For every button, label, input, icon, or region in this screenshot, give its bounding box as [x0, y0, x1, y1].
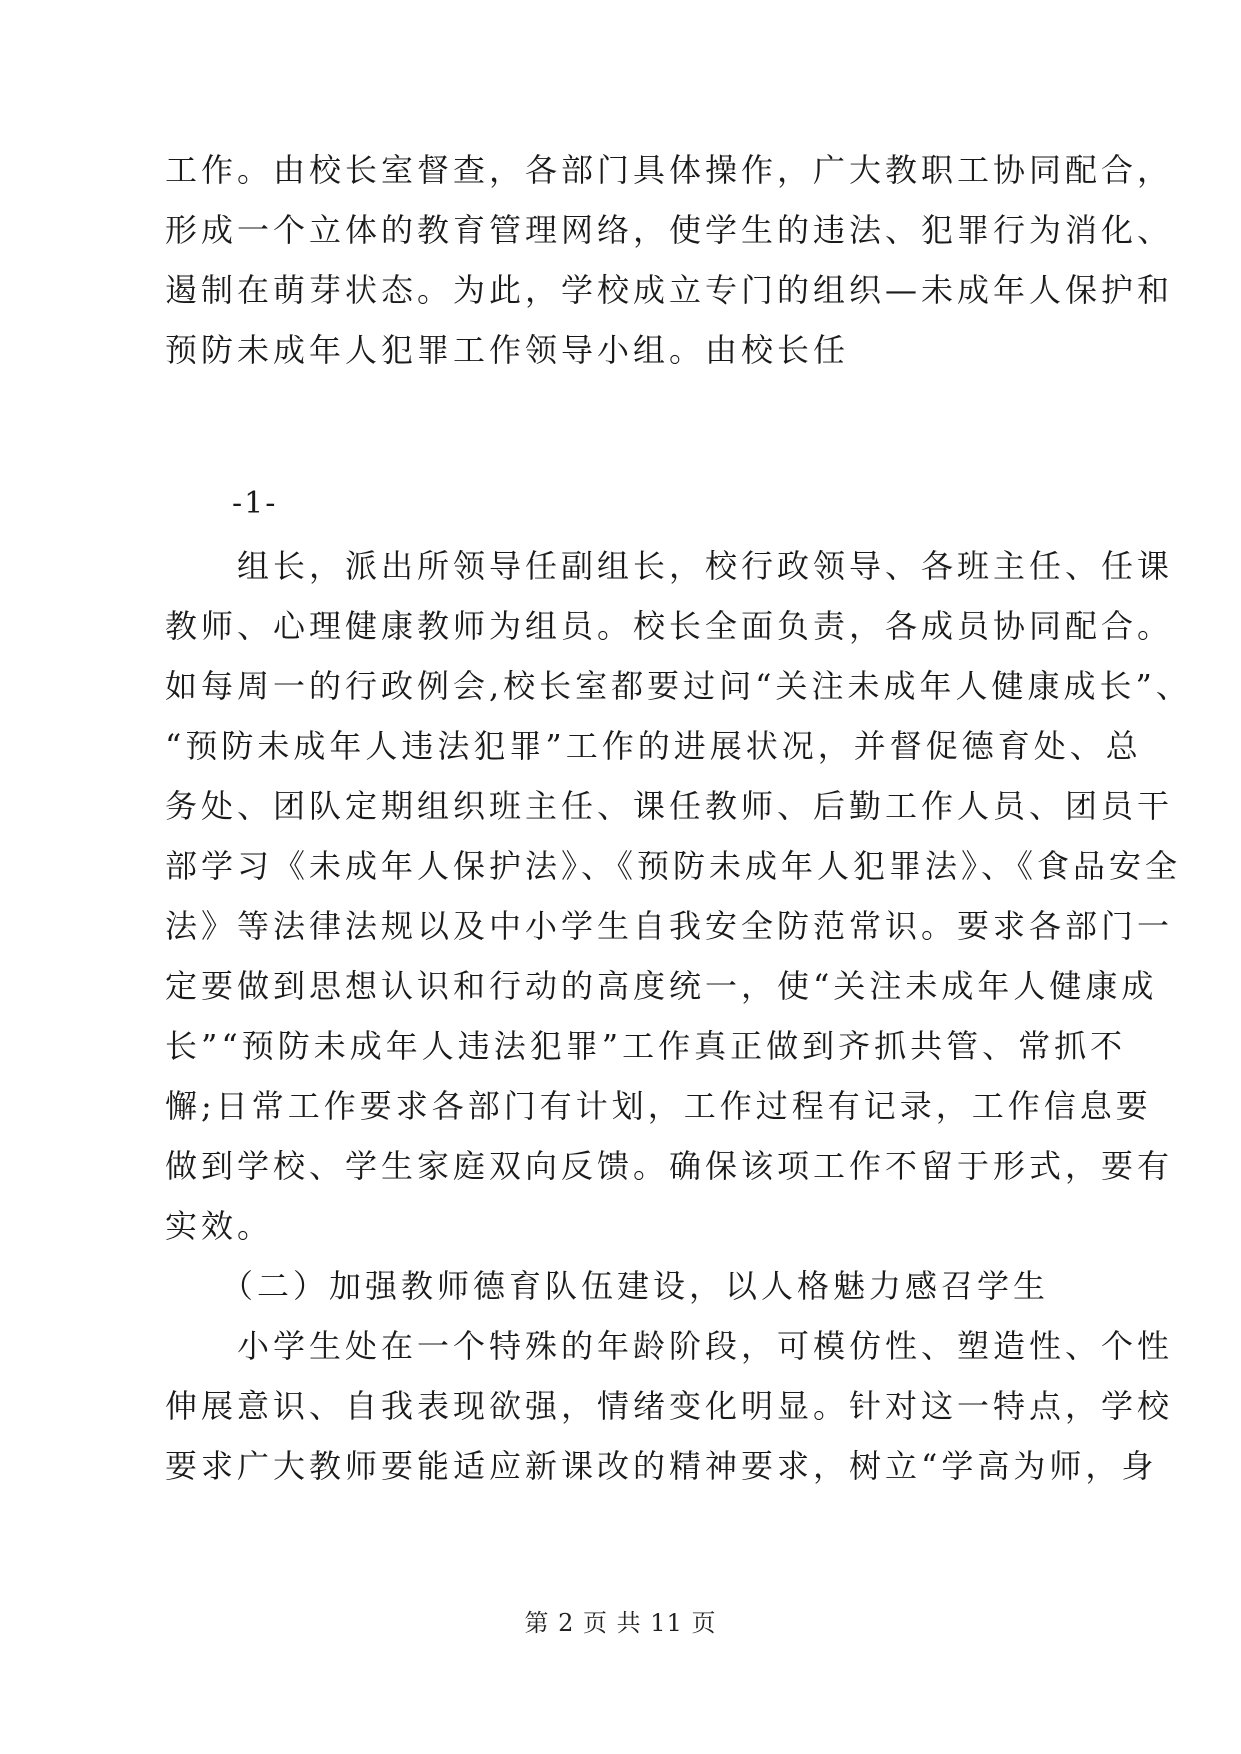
- text-line: 工作。由校长室督查，各部门具体操作，广大教职工协同配合，: [165, 151, 1174, 189]
- text-line: “预防未成年人违法犯罪”工作的进展状况，并督促德育处、总: [165, 727, 1142, 765]
- section-heading: （二）加强教师德育队伍建设，以人格魅力感召学生: [165, 1267, 1050, 1305]
- text-line: 部学习《未成年人保护法》、《预防未成年人犯罪法》、《食品安全: [165, 847, 1182, 885]
- text-line: 法》等法律法规以及中小学生自我安全防范常识。要求各部门一: [165, 907, 1174, 945]
- text-line: 预防未成年人犯罪工作领导小组。由校长任: [165, 331, 850, 369]
- text-line: 要求广大教师要能适应新课改的精神要求，树立“学高为师，身: [165, 1447, 1158, 1485]
- text-line: 实效。: [165, 1207, 274, 1245]
- text-line: 教师、心理健康教师为组员。校长全面负责，各成员协同配合。: [165, 607, 1174, 645]
- page-footer: 第 2 页 共 11 页: [524, 1609, 717, 1637]
- text-line: 长”“预防未成年人违法犯罪”工作真正做到齐抓共管、常抓不: [165, 1027, 1127, 1065]
- text-line: 务处、团队定期组织班主任、课任教师、后勤工作人员、团员干: [165, 787, 1174, 825]
- text-line: 如每周一的行政例会,校长室都要过问“关注未成年人健康成长”、: [165, 667, 1192, 705]
- text-line: 小学生处在一个特殊的年龄阶段，可模仿性、塑造性、个性: [165, 1327, 1174, 1365]
- text-line: 定要做到思想认识和行动的高度统一，使“关注未成年人健康成: [165, 967, 1158, 1005]
- text-line: 遏制在萌芽状态。为此，学校成立专门的组织—未成年人保护和: [165, 271, 1174, 309]
- page-marker: -1-: [232, 486, 278, 521]
- text-line: 做到学校、学生家庭双向反馈。确保该项工作不留于形式，要有: [165, 1147, 1174, 1185]
- body-text: [165, 536, 1192, 1496]
- text-line: 伸展意识、自我表现欲强，情绪变化明显。针对这一特点，学校: [165, 1387, 1174, 1425]
- text-line: 懈;日常工作要求各部门有计划，工作过程有记录，工作信息要: [165, 1087, 1152, 1125]
- text-line: 组长，派出所领导任副组长，校行政领导、各班主任、任课: [165, 547, 1174, 585]
- text-line: 形成一个立体的教育管理网络，使学生的违法、犯罪行为消化、: [165, 211, 1174, 249]
- top-paragraph: [165, 140, 1174, 380]
